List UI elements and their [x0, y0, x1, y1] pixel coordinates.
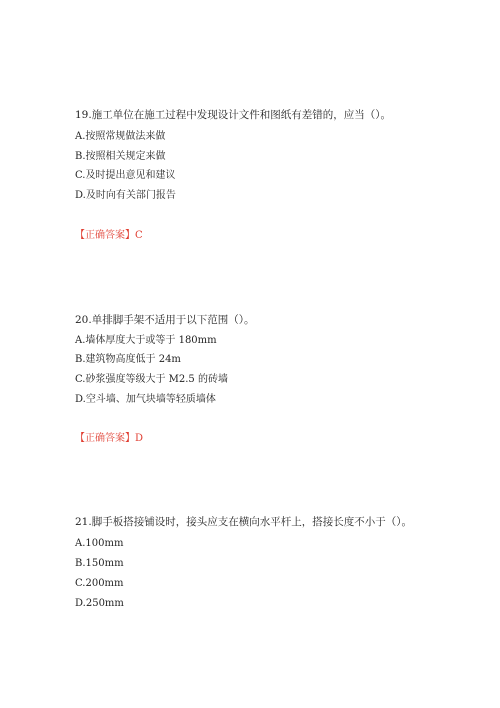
question-21-title: 21.脚手板搭接铺设时，接头应支在横向水平杆上，搭接长度不小于（）。 — [75, 516, 412, 528]
question-20-title: 20.单排脚手架不适用于以下范围（）。 — [75, 314, 255, 326]
question-20-option-b: B.建筑物高度低于 24m — [75, 354, 181, 365]
question-19-option-b: B.按照相关规定来做 — [75, 151, 166, 162]
question-21-option-b: B.150mm — [75, 558, 124, 569]
question-20-option-a: A.墙体厚度大于或等于 180mm — [75, 335, 217, 346]
question-20-answer: 【正确答案】D — [75, 433, 144, 444]
question-21-option-d: D.250mm — [75, 598, 124, 609]
question-19-option-c: C.及时提出意见和建议 — [75, 170, 176, 181]
question-20-option-d: D.空斗墙、加气块墙等轻质墙体 — [75, 394, 216, 405]
question-19-answer: 【正确答案】C — [75, 230, 143, 241]
question-19-title: 19.施工单位在施工过程中发现设计文件和图纸有差错的，应当（）。 — [75, 109, 391, 121]
question-21-option-c: C.200mm — [75, 578, 124, 589]
question-19-option-a: A.按照常规做法来做 — [75, 131, 166, 142]
question-19-option-d: D.及时向有关部门报告 — [75, 190, 176, 201]
question-21-option-a: A.100mm — [75, 538, 124, 549]
question-20-option-c: C.砂浆强度等级大于 M2.5 的砖墙 — [75, 374, 228, 385]
